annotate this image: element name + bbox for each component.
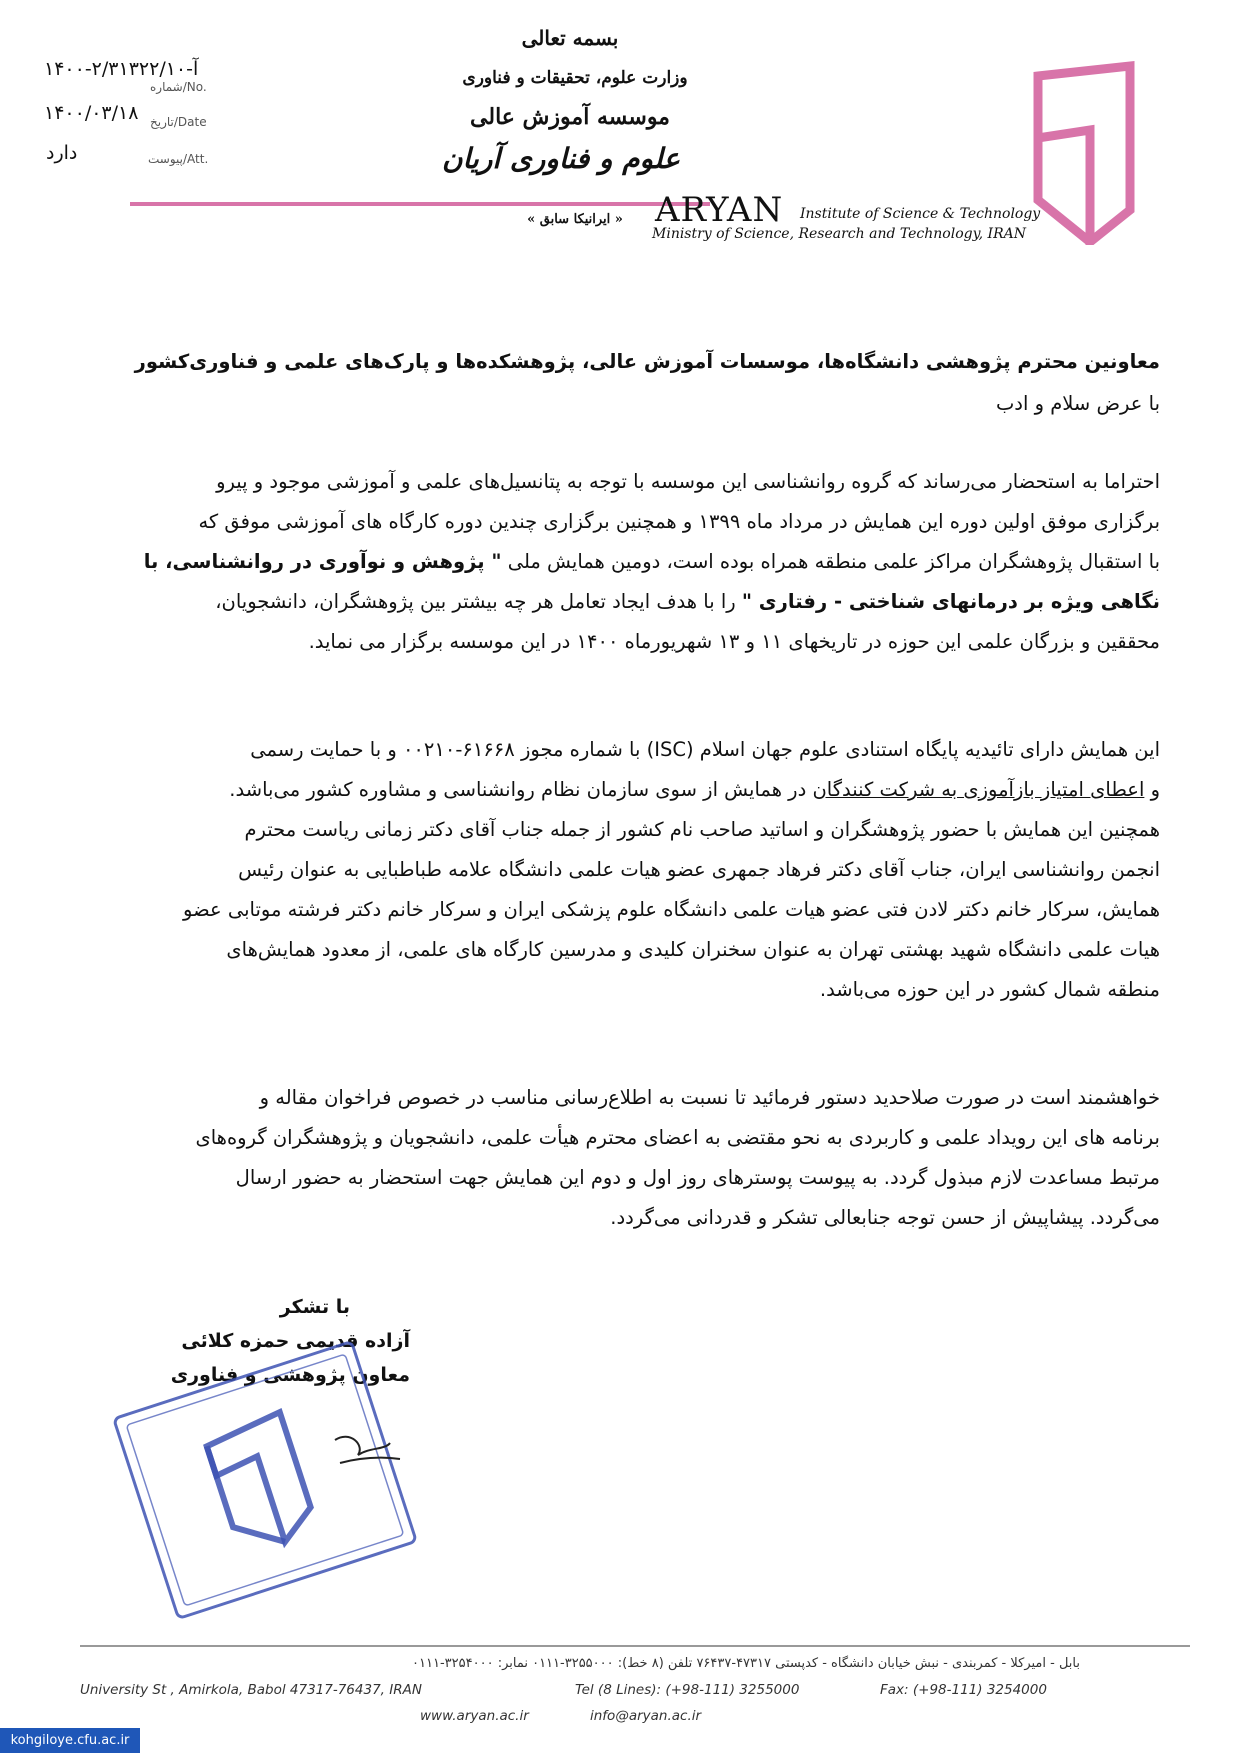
paragraph-3 (85, 1078, 1160, 1238)
p2-line-1: این همایش دارای تائیدیه پایگاه استنادی علوم جهان اسلام (ISC) با شماره مجوز ۶۱۶۶۸-۰۰۲۱۰ و با حمایت رسمی (250, 738, 1160, 761)
paragraph-1 (85, 462, 1160, 662)
letter-date-value: ۱۴۰۰/۰۳/۱۸ (44, 102, 139, 124)
p1-line-4 (85, 582, 1160, 622)
greeting-line: با عرض سلام و ادب (995, 392, 1160, 415)
footer-fax: Fax: (+98-111) 3254000 (880, 1682, 1047, 1698)
p2-line-5: همایش، سرکار خانم دکتر لادن فتی عضو هیات علمی دانشگاه علوم پزشکی ایران و سرکار خانم دکتر فرشته موتابی عضو (183, 898, 1160, 921)
signatory-title: معاون پژوهشی و فناوری (170, 1364, 410, 1386)
addressee-line: معاونین محترم پژوهشی دانشگاه‌ها، موسسات آموزش عالی، پژوهشکده‌ها و پارک‌های علمی و فناوری‌کشور (134, 350, 1160, 373)
footer-address-fa: بابل - امیرکلا - کمربندی - نبش خیابان دانشگاه - کدپستی ۴۷۳۱۷-۷۶۴۳۷ تلفن (۸ خط): ۳۲۵۵۰۰۰-۰۱۱۱ نمابر: ۳۲۵۴۰۰۰-۰۱۱۱ (412, 1656, 1080, 1671)
brand-wordmark: ARYAN (655, 190, 784, 230)
svg-text:موسسه آموزش عالی علوم و فناوری (100, 1335, 109, 1339)
p3-line-4: می‌گردد. پیشاپیش از حسن توجه جنابعالی تشکر و قدردانی می‌گردد. (610, 1206, 1160, 1229)
p2-line-4: انجمن روانشناسی ایران، جناب آقای دکتر فرهاد جمهری عضو هیات علمی دانشگاه علامه طباطبایی به عنوان رئیس (238, 858, 1160, 881)
institute-english-name: Institute of Science & Technology (800, 206, 1041, 222)
stamp-bottom-text (100, 1335, 109, 1339)
p2-line-6: هیات علمی دانشگاه شهید بهشتی تهران به عنوان سخنران کلیدی و مدرسین کارگاه های علمی، از معدود همایش‌های (226, 938, 1160, 961)
footer-divider (80, 1645, 1190, 1647)
paragraph-2 (85, 730, 1160, 1010)
p2-line-2-end: در همایش از سوی سازمان نظام روانشناسی و مشاوره کشور می‌باشد. (229, 778, 807, 801)
svg-text:وزارت علوم، تحقیقات و فناوری (100, 1335, 107, 1339)
p3-line-2: برنامه های این رویداد علمی و کاربردی به نحو مقتضی به اعضای محترم هیأت علمی، دانشجویان و پژوهشگران گروه‌های (195, 1126, 1160, 1149)
p1-line-3 (85, 542, 1160, 582)
p2-line-2 (85, 770, 1160, 810)
basmala: بسمه تعالی (521, 26, 619, 50)
attachment-value: دارد (46, 142, 78, 164)
greeting (85, 384, 1160, 424)
p1-line-1: احتراما به استحضار می‌رساند که گروه روانشناسی این موسسه با توجه به پتانسیل‌های علمی و آموزشی موجود و پیرو (216, 470, 1160, 493)
p2-line-3: همچنین این همایش با حضور پژوهشگران و اساتید صاحب نام کشور از جمله جناب آقای دکتر زمانی ریاست محترم (244, 818, 1160, 841)
footer-website[interactable]: www.aryan.ac.ir (420, 1708, 529, 1724)
ministry-english-name: Ministry of Science, Research and Technology, IRAN (652, 226, 1026, 242)
p2-line-2-start: و (1150, 778, 1160, 801)
p2-line-7: منطقه شمال کشور در این حوزه می‌باشد. (819, 978, 1160, 1001)
attachment-label: پیوست/Att. (148, 152, 209, 166)
signatory-name: آزاده قدیمی حمزه کلائی (181, 1330, 410, 1352)
institute-logo (1030, 60, 1150, 249)
footer-email[interactable]: info@aryan.ac.ir (590, 1708, 702, 1724)
retraining-credit-text: اعطای امتیاز بازآموزی به شرکت کنندگان (812, 778, 1145, 801)
letter-number-value: ۱۴۰۰-۲/آ-۳۱۳۲۲/۱۰ (44, 58, 199, 80)
header-divider (130, 202, 710, 206)
p1-line-4-text: را با هدف ایجاد تعامل هر چه بیشتر بین پژوهشگران، دانشجویان، (215, 590, 736, 613)
institute-name: علوم و فناوری آریان (441, 142, 680, 175)
footer-tel: Tel (8 Lines): (+98-111) 3255000 (575, 1682, 800, 1698)
former-name: « ایرانیکا سابق » (527, 212, 623, 227)
addressee (85, 342, 1160, 382)
p1-line-2: برگزاری موفق اولین دوره این همایش در مرداد ماه ۱۳۹۹ و همچنین برگزاری چندین دوره کارگاه های آموزشی موفق که (198, 510, 1160, 533)
p1-line-5: محققین و بزرگان علمی این حوزه در تاریخهای ۱۱ و ۱۳ شهریورماه ۱۴۰۰ در این موسسه برگزار می نماید. (308, 630, 1160, 653)
conference-title-part-1: " پژوهش و نوآوری در روانشناسی، با (143, 550, 502, 573)
signature-closing: با تشکر (279, 1296, 350, 1318)
p3-line-1: خواهشمند است در صورت صلاحدید دستور فرمائید تا نسبت به اطلاع‌رسانی مناسب در خصوص فراخوان مقاله و (259, 1086, 1160, 1109)
letter-date-label: تاریخ/Date (150, 115, 207, 129)
p3-line-3: مرتبط مساعدت لازم مبذول گردد. به پیوست پوسترهای روز اول و دوم این همایش جهت استحضار به حضور ارسال (235, 1166, 1160, 1189)
official-stamp (100, 1335, 430, 1629)
ministry-name: وزارت علوم، تحقیقات و فناوری (462, 68, 688, 88)
footer-address-en: University St , Amirkola, Babol 47317-76437, IRAN (80, 1682, 422, 1698)
institute-type: موسسه آموزش عالی (470, 104, 670, 130)
letter-number-label: شماره/No. (150, 80, 207, 94)
site-watermark: kohgiloye.cfu.ac.ir (0, 1728, 140, 1753)
conference-title-part-2: نگاهی ویژه بر درمانهای شناختی - رفتاری " (741, 590, 1160, 613)
stamp-top-text (100, 1335, 107, 1339)
p1-line-3-text: با استقبال پژوهشگران مراکز علمی منطقه همراه بوده است، دومین همایش ملی (507, 550, 1160, 573)
